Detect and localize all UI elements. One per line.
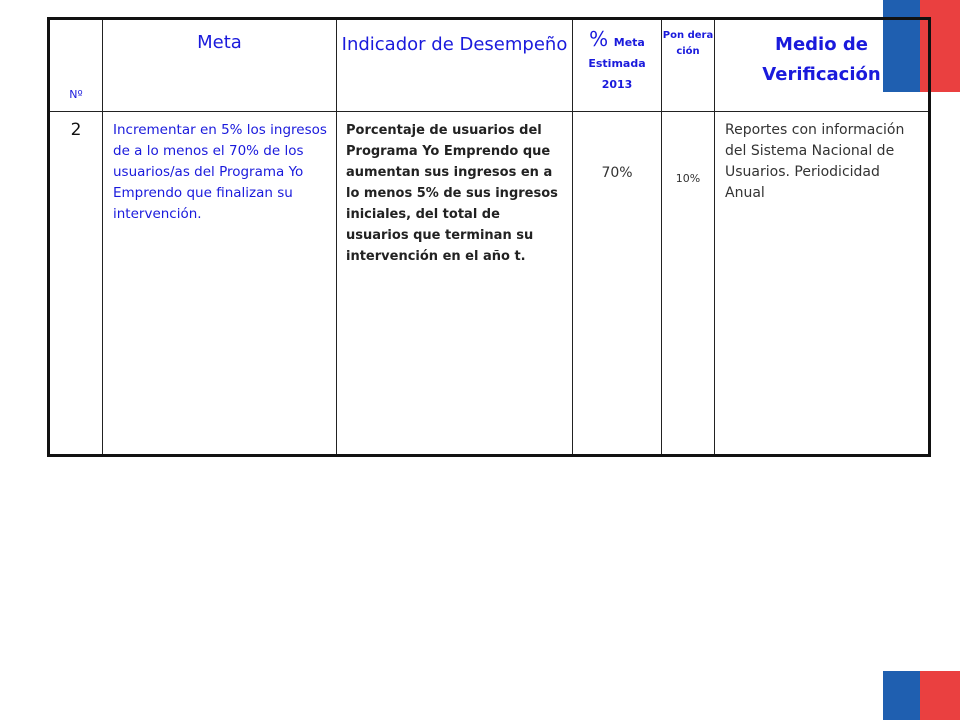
cell-ponderacion — [662, 112, 715, 456]
cell-no: 2 — [49, 112, 103, 456]
flag-red-stripe — [920, 671, 960, 720]
header-meta-estimada — [573, 19, 662, 112]
goals-table — [47, 17, 931, 457]
header-no: Nº — [49, 19, 103, 112]
header-pct-label: Meta Estimada 2013 — [588, 36, 646, 91]
cell-pct-value: 70% — [601, 165, 633, 181]
cell-meta: Incrementar en 5% los ingresos de a lo menos el 70% de los usuarios/as del Programa Yo Emprendo que finalizan su intervención. — [103, 112, 337, 456]
table-row — [49, 112, 930, 456]
cell-indicador: Porcentaje de usuarios del Programa Yo Emprendo que aumentan sus ingresos en a lo menos 5% de sus ingresos iniciales, del total de usuarios que terminan su intervención en el año t. — [337, 112, 573, 456]
cell-medio: Reportes con información del Sistema Nacional de Usuarios. Periodicidad Anual — [715, 112, 930, 456]
header-pct-symbol: % — [589, 27, 609, 51]
flag-blue-stripe — [883, 671, 920, 720]
cell-meta-estimada — [573, 112, 662, 456]
table-header-row — [49, 19, 930, 112]
header-ponderacion: Pon dera ción — [662, 19, 715, 112]
cell-pond-value: 10% — [675, 171, 701, 185]
header-indicador: Indicador de Desempeño — [337, 19, 573, 112]
header-meta: Meta — [103, 19, 337, 112]
header-medio: Medio de Verificación — [715, 19, 930, 112]
flag-decoration-bottom — [883, 671, 960, 720]
